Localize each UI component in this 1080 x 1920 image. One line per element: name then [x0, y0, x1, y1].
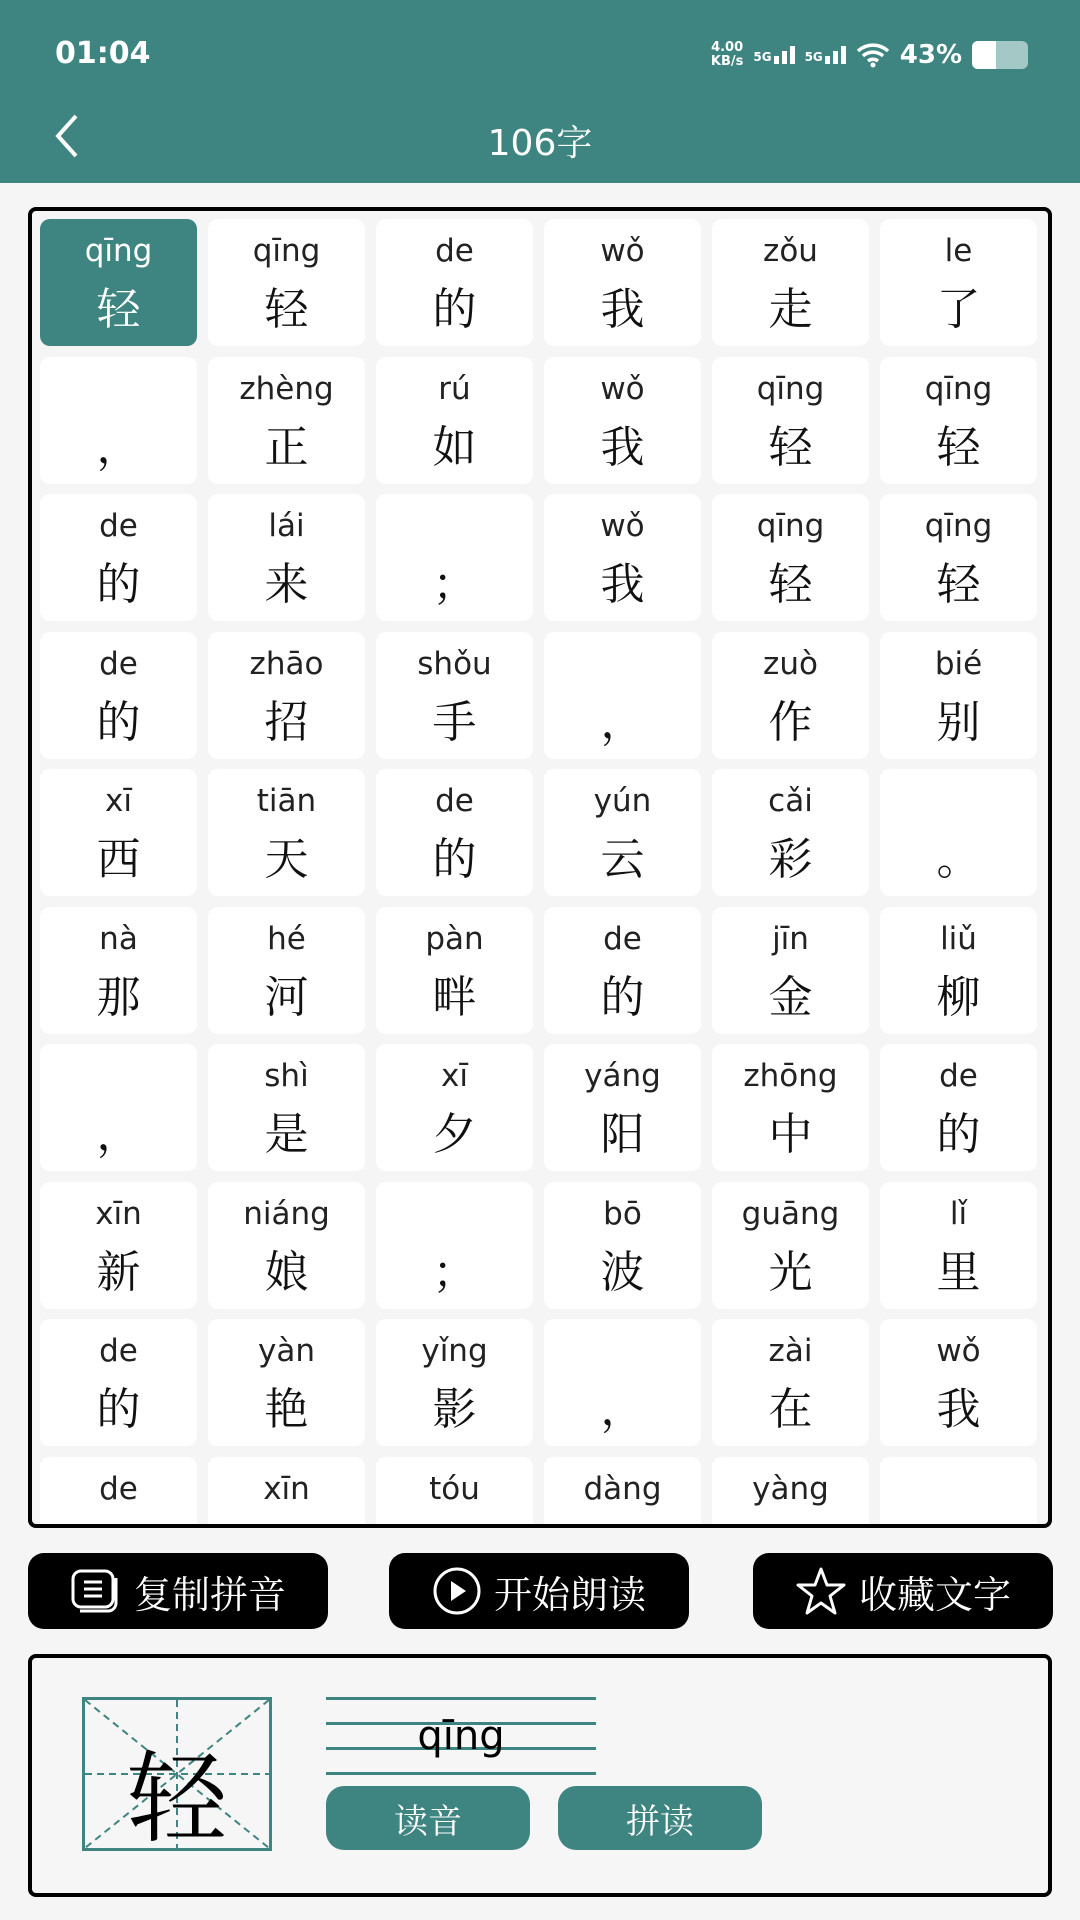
char-cell[interactable] [544, 632, 701, 759]
char-cell[interactable] [208, 1319, 365, 1446]
cell-pinyin: dàng [583, 1470, 662, 1507]
cell-pinyin: qīng [84, 233, 153, 269]
char-cell[interactable] [712, 494, 869, 621]
cell-character: 阳 [600, 1109, 645, 1160]
char-cell[interactable] [376, 769, 533, 896]
cell-character: 那 [96, 971, 141, 1023]
char-cell[interactable] [208, 1182, 365, 1309]
cell-character: 在 [768, 1384, 813, 1435]
cell-pinyin: de [99, 1470, 138, 1507]
status-icons [711, 40, 1028, 70]
char-cell[interactable] [712, 1182, 869, 1309]
cell-pinyin: de [99, 508, 138, 544]
cell-pinyin: zhōng [743, 1058, 838, 1094]
char-cell[interactable] [40, 494, 197, 621]
char-cell[interactable] [40, 357, 197, 484]
cell-character: 河 [264, 971, 309, 1023]
char-cell[interactable] [880, 1044, 1037, 1171]
char-cell[interactable] [880, 494, 1037, 621]
cell-character: 娘 [264, 1246, 309, 1298]
cell-character: 来 [264, 559, 309, 610]
start-reading-button[interactable] [389, 1553, 689, 1629]
char-cell[interactable] [544, 357, 701, 484]
char-cell[interactable] [376, 632, 533, 759]
char-cell[interactable] [880, 219, 1037, 346]
char-cell[interactable] [880, 357, 1037, 484]
cell-pinyin: yáng [584, 1058, 661, 1094]
cell-character: 是 [264, 1109, 309, 1160]
cell-character: 柳 [936, 971, 981, 1023]
cell-character: 影 [432, 1384, 477, 1435]
cell-character: 作 [768, 696, 813, 748]
char-cell[interactable] [40, 1182, 197, 1309]
cell-pinyin: qīng [756, 370, 825, 407]
cell-character: 波 [600, 1246, 645, 1298]
cell-pinyin: wǒ [600, 370, 645, 407]
char-cell[interactable] [40, 632, 197, 759]
cell-pinyin: nà [99, 920, 138, 957]
detail-pinyin: qīng [417, 1713, 505, 1759]
cell-character: 夕 [432, 1109, 477, 1160]
char-cell[interactable] [712, 1044, 869, 1171]
cell-character: 彩 [768, 834, 813, 885]
char-cell[interactable] [40, 907, 197, 1034]
cell-pinyin: qīng [924, 370, 993, 407]
cell-pinyin: de [435, 233, 474, 269]
page-title: 106字 [487, 123, 593, 164]
cell-character: 畔 [432, 971, 477, 1023]
cell-pinyin: lái [268, 508, 305, 544]
char-cell[interactable] [376, 1319, 533, 1446]
cell-pinyin: xīn [95, 1195, 142, 1232]
cell-pinyin: yàn [258, 1333, 315, 1369]
sim2-label: 5G [804, 50, 823, 64]
cell-character: 了 [936, 284, 981, 335]
cell-character: ； [432, 559, 477, 610]
cell-pinyin: wǒ [936, 1333, 981, 1369]
character-grid[interactable] [28, 207, 1052, 1528]
net-speed-unit: KB/s [710, 54, 744, 69]
char-cell[interactable] [208, 769, 365, 896]
cell-character: 我 [600, 421, 645, 473]
cell-pinyin: zhāo [249, 645, 324, 682]
char-cell[interactable] [40, 1319, 197, 1446]
char-cell[interactable] [712, 219, 869, 346]
char-cell[interactable] [544, 1044, 701, 1171]
status-time: 01:04 [55, 36, 151, 71]
char-cell[interactable] [208, 219, 365, 346]
char-cell[interactable] [376, 907, 533, 1034]
cell-character: 手 [432, 696, 477, 748]
pinyin-lines [326, 1697, 596, 1775]
copy-pinyin-label: 复制拼音 [133, 1572, 286, 1617]
char-cell[interactable] [40, 219, 197, 346]
char-cell[interactable] [544, 907, 701, 1034]
cell-pinyin: qīng [756, 508, 825, 544]
cell-pinyin: cǎi [768, 783, 813, 819]
char-cell[interactable] [208, 632, 365, 759]
cell-character: 轻 [936, 421, 981, 473]
app-header [0, 0, 1080, 183]
cell-pinyin: yún [593, 783, 652, 819]
cell-pinyin: le [944, 233, 973, 269]
char-cell[interactable] [880, 632, 1037, 759]
play-icon [432, 1566, 482, 1616]
cell-pinyin: zài [768, 1333, 813, 1369]
cell-character: 中 [768, 1109, 813, 1160]
start-reading-label: 开始朗读 [493, 1572, 646, 1617]
cell-pinyin: liǔ [940, 920, 977, 957]
cell-pinyin: guāng [741, 1195, 840, 1232]
cell-character: 新 [96, 1246, 141, 1298]
cell-character: 西 [96, 834, 141, 885]
cell-pinyin: yàng [752, 1470, 829, 1507]
signal-icon [805, 46, 846, 64]
cell-character: 招 [264, 696, 309, 748]
cell-character: 如 [432, 421, 477, 473]
cell-character: 别 [936, 696, 981, 748]
net-speed-value: 4.00 [711, 40, 744, 55]
char-cell[interactable] [712, 1319, 869, 1446]
cell-pinyin: niáng [243, 1195, 330, 1232]
cell-character: 我 [600, 284, 645, 335]
cell-pinyin: bié [934, 645, 983, 682]
cell-character: 里 [936, 1246, 981, 1298]
char-cell[interactable] [544, 219, 701, 346]
cell-character: ， [600, 1384, 645, 1435]
char-cell[interactable] [880, 1182, 1037, 1309]
cell-pinyin: de [603, 920, 642, 957]
cell-pinyin: qīng [924, 508, 993, 544]
cell-character: 金 [768, 971, 813, 1023]
char-cell[interactable] [544, 1457, 701, 1529]
char-cell[interactable] [544, 769, 701, 896]
cell-character: 我 [600, 559, 645, 610]
cell-pinyin: pàn [425, 920, 484, 957]
char-cell[interactable] [712, 769, 869, 896]
char-cell[interactable] [880, 1457, 1037, 1529]
cell-pinyin: tiān [256, 783, 317, 819]
cell-character: 正 [264, 421, 309, 473]
cell-pinyin: rú [438, 370, 471, 407]
cell-character: 的 [936, 1109, 981, 1160]
favorite-button[interactable] [753, 1553, 1053, 1629]
cell-pinyin: jīn [772, 920, 809, 957]
cell-character: 天 [264, 834, 309, 885]
spell-button[interactable]: 拼读 [558, 1786, 762, 1850]
cell-pinyin: de [99, 1333, 138, 1369]
char-cell[interactable] [712, 1457, 869, 1529]
cell-pinyin: de [939, 1058, 978, 1094]
cell-character: ， [600, 696, 645, 748]
cell-character: 的 [96, 1384, 141, 1435]
char-cell[interactable] [544, 1319, 701, 1446]
cell-character: ， [96, 421, 141, 473]
cell-pinyin: xīn [263, 1470, 310, 1507]
copy-pinyin-button[interactable] [28, 1553, 328, 1629]
cell-character: 走 [768, 284, 813, 335]
char-cell[interactable] [544, 1182, 701, 1309]
cell-character: 的 [96, 559, 141, 610]
cell-character: 的 [600, 971, 645, 1023]
char-cell[interactable] [40, 1044, 197, 1171]
detail-character: 轻 [127, 1740, 227, 1857]
char-cell[interactable] [376, 219, 533, 346]
cell-character: 的 [432, 834, 477, 885]
char-cell[interactable] [208, 494, 365, 621]
tian-grid [82, 1697, 272, 1857]
char-cell[interactable] [880, 907, 1037, 1034]
cell-pinyin: wǒ [600, 233, 645, 269]
cell-pinyin: qīng [252, 233, 321, 269]
cell-pinyin: xī [441, 1058, 468, 1094]
char-cell[interactable] [208, 1044, 365, 1171]
cell-pinyin: zǒu [763, 233, 818, 269]
wifi-icon [856, 42, 890, 68]
signal-icon [753, 46, 794, 64]
cell-character: 的 [96, 696, 141, 748]
document-icon [70, 1568, 122, 1614]
cell-pinyin: zhèng [239, 370, 334, 407]
char-cell[interactable] [376, 1457, 533, 1529]
cell-character: 光 [768, 1246, 813, 1298]
cell-character: 。 [936, 834, 981, 885]
char-cell[interactable] [544, 494, 701, 621]
cell-character: 轻 [96, 284, 141, 335]
char-cell[interactable] [40, 1457, 197, 1529]
char-cell[interactable] [208, 1457, 365, 1529]
char-cell[interactable] [712, 907, 869, 1034]
char-cell[interactable] [376, 494, 533, 621]
char-cell[interactable] [376, 1182, 533, 1309]
cell-pinyin: zuò [763, 645, 818, 682]
cell-character: 轻 [768, 421, 813, 473]
char-cell[interactable] [880, 1319, 1037, 1446]
char-cell[interactable] [376, 357, 533, 484]
char-cell[interactable] [208, 357, 365, 484]
favorite-label: 收藏文字 [858, 1572, 1011, 1617]
cell-character: 云 [600, 834, 645, 885]
cell-character: ； [432, 1246, 477, 1298]
sim1-label: 5G [753, 50, 772, 64]
cell-pinyin: xī [105, 783, 132, 819]
battery-icon [972, 41, 1028, 69]
char-cell[interactable] [40, 769, 197, 896]
cell-character: 艳 [264, 1384, 309, 1435]
char-cell[interactable] [376, 1044, 533, 1171]
cell-pinyin: de [435, 783, 474, 819]
char-cell[interactable] [208, 907, 365, 1034]
cell-character: 轻 [768, 559, 813, 610]
char-cell[interactable] [880, 769, 1037, 896]
net-speed [711, 41, 743, 69]
cell-character: ， [96, 1109, 141, 1160]
pronounce-button[interactable]: 读音 [326, 1786, 530, 1850]
char-cell[interactable] [712, 632, 869, 759]
cell-character: 的 [432, 284, 477, 335]
cell-pinyin: de [99, 645, 138, 682]
battery-percent: 43% [899, 40, 962, 70]
cell-pinyin: bō [603, 1195, 642, 1232]
cell-pinyin: shì [264, 1058, 309, 1094]
cell-pinyin: hé [267, 920, 306, 957]
cell-character: 轻 [264, 284, 309, 335]
char-cell[interactable] [712, 357, 869, 484]
star-icon [795, 1566, 847, 1616]
cell-pinyin: wǒ [600, 508, 645, 544]
cell-pinyin: yǐng [421, 1333, 488, 1369]
cell-character: 我 [936, 1384, 981, 1435]
cell-character: 轻 [936, 559, 981, 610]
cell-pinyin: lǐ [949, 1195, 968, 1232]
cell-pinyin: tóu [429, 1470, 480, 1507]
cell-pinyin: shǒu [417, 645, 492, 682]
